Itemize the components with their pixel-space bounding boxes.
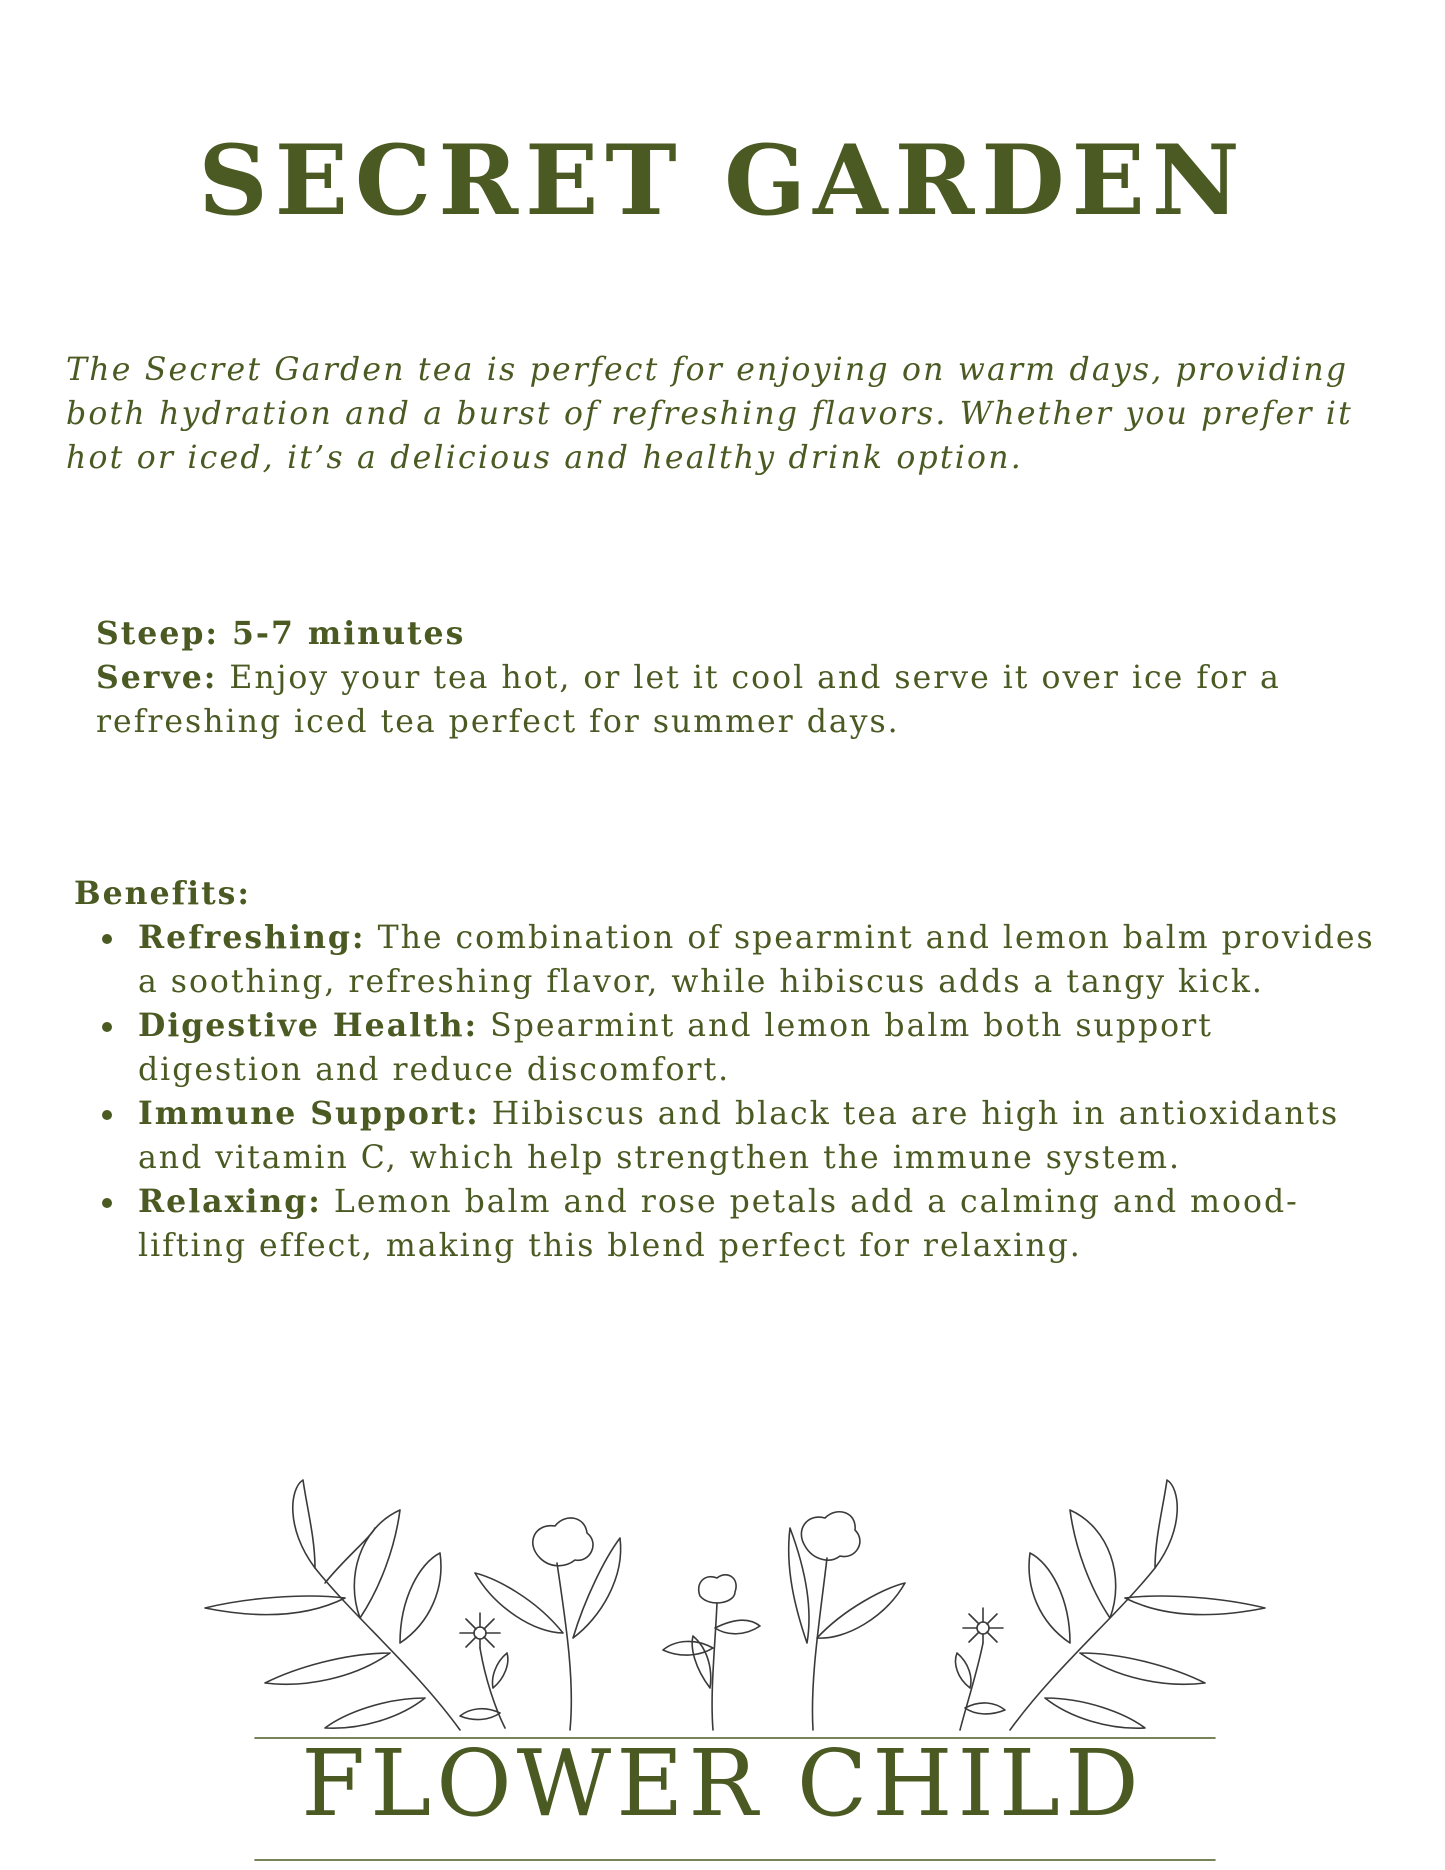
page-title: SECRET GARDEN — [198, 124, 1247, 237]
intro-paragraph: The Secret Garden tea is perfect for enjoying on warm days, providing both hydration and a burst of refreshing flavors. Whether you prefer it hot or iced, it’s a delicious and healthy drink option. — [66, 352, 1353, 476]
bullet-icon — [102, 934, 112, 944]
steep-time: Steep: 5-7 minutes — [96, 615, 466, 652]
benefits-heading: Benefits: — [74, 875, 252, 912]
benefit-item-relaxing — [0, 1180, 1445, 1268]
benefit-label: Relaxing: — [138, 1183, 322, 1220]
bullet-icon — [102, 1110, 112, 1120]
serve-text: Enjoy your tea hot, or let it cool and serve it over ice for a refreshing iced tea perfect for summer days. — [96, 660, 1281, 740]
benefit-text: The combination of spearmint and lemon balm provides a soothing, refreshing flavor, while hibiscus adds a tangy kick. — [138, 920, 1375, 1000]
bullet-icon — [102, 1198, 112, 1208]
serve-instructions — [96, 656, 1356, 744]
benefit-text: Spearmint and lemon balm both support digestion and reduce discomfort. — [138, 1008, 1213, 1088]
benefit-text: Hibiscus and black tea are high in antioxidants and vitamin C, which help strengthen the immune system. — [138, 1096, 1340, 1176]
benefit-item-refreshing — [0, 916, 1445, 1004]
benefit-item-immune-support — [0, 1092, 1445, 1180]
benefit-label: Immune Support: — [138, 1095, 480, 1132]
brewing-instructions — [96, 612, 1356, 744]
benefit-item-digestive-health — [0, 1004, 1445, 1092]
benefits-list — [0, 916, 1445, 1268]
benefit-label: Digestive Health: — [138, 1007, 479, 1044]
serve-label: Serve: — [96, 659, 218, 696]
benefit-text: Lemon balm and rose petals add a calming and mood-lifting effect, making this blend perfect for relaxing. — [138, 1184, 1299, 1264]
bullet-icon — [102, 1022, 112, 1032]
logo-wordmark: FLOWER CHILD — [301, 1730, 1144, 1837]
benefit-label: Refreshing: — [138, 919, 366, 956]
